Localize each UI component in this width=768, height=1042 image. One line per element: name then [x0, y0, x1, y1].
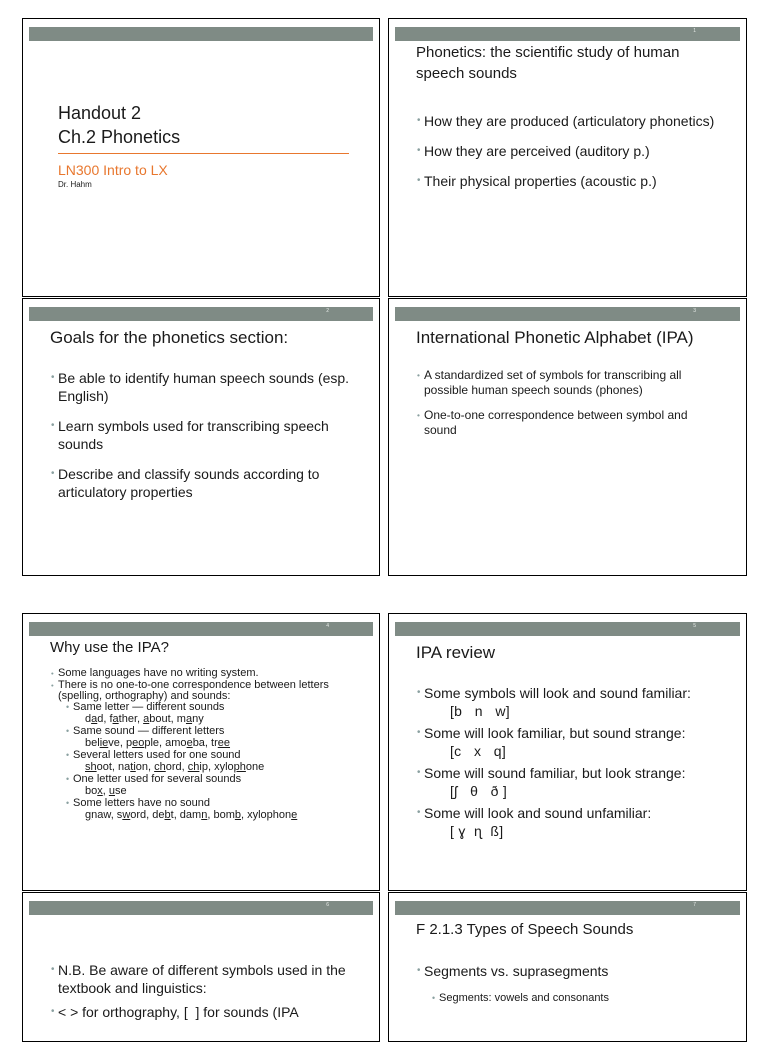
bullet-item — [417, 764, 735, 800]
example-words: believe, people, amoeba, tree — [85, 737, 231, 749]
ipa-symbols: [c x q] — [450, 743, 506, 759]
sub-bullet-item — [66, 702, 369, 726]
example-words: gnaw, sword, debt, damn, bomb, xylophone — [85, 809, 298, 821]
sub-bullet-text: Same sound — different letters — [73, 725, 225, 737]
bullet-item: • How they are perceived (auditory p.) — [417, 142, 717, 160]
slide-why-ipa — [22, 613, 380, 891]
slide-header-bar — [29, 307, 373, 321]
sub-bullet-list — [58, 702, 369, 822]
bullet-text: There is no one-to-one correspondence between letters (spelling, orthography) and sounds: — [58, 679, 329, 702]
slide-header-bar — [395, 27, 740, 41]
bullet-item: • N.B. Be aware of different symbols used in the textbook and linguistics: — [51, 961, 369, 997]
slide-header-bar — [29, 901, 373, 915]
course-subtitle: LN300 Intro to LX — [58, 162, 168, 178]
slide-number: 7 — [693, 902, 696, 908]
ipa-symbols: [ʃ θ ð ] — [450, 783, 508, 799]
bullet-item: • Some languages have no writing system. — [51, 667, 369, 680]
bullet-item — [51, 680, 369, 822]
slide-number: 2 — [326, 308, 329, 314]
title-divider — [58, 153, 349, 154]
bullet-item — [417, 962, 735, 1005]
slide-heading: International Phonetic Alphabet (IPA) — [416, 328, 694, 347]
bullet-item: • Learn symbols used for transcribing speech sounds — [51, 417, 361, 453]
slide-heading: F 2.1.3 Types of Speech Sounds — [416, 921, 634, 938]
slide-number: 4 — [326, 623, 329, 629]
bullet-list — [51, 961, 369, 1033]
sub-bullet-text: One letter used for several sounds — [73, 773, 242, 785]
slide-number: 1 — [693, 28, 696, 34]
slide-heading: Phonetics: the scientific study of human speech sounds — [416, 44, 680, 82]
sub-bullet-text: Several letters used for one sound — [73, 749, 241, 761]
bullet-text: Segments vs. suprasegments — [424, 963, 609, 979]
bullet-item — [417, 804, 735, 840]
slide-header-bar — [29, 622, 373, 636]
slide-ipa-review — [388, 613, 747, 891]
sub-bullet-item: • Segments: vowels and consonants — [432, 992, 735, 1005]
slide-header-bar — [395, 307, 740, 321]
example-words: box, use — [85, 785, 127, 797]
example-words: dad, father, about, many — [85, 713, 204, 725]
slide-ipa-definition — [388, 298, 747, 576]
example-words: shoot, nation, chord, chip, xylophone — [85, 761, 265, 773]
bullet-list — [417, 112, 717, 202]
slide-number: 6 — [326, 902, 329, 908]
bullet-item: • How they are produced (articulatory phonetics) — [417, 112, 717, 130]
chapter-title: Ch.2 Phonetics — [58, 127, 181, 147]
bullet-item — [417, 684, 735, 720]
slide-number: 5 — [693, 623, 696, 629]
bullet-text: Some symbols will look and sound familiar: — [424, 685, 691, 701]
bullet-list — [51, 369, 361, 513]
bullet-list — [417, 368, 722, 451]
sub-bullet-item — [66, 750, 369, 774]
sub-bullet-item — [66, 798, 369, 822]
sub-bullet-item — [66, 726, 369, 750]
slide-header-bar — [395, 622, 740, 636]
slide-heading: IPA review — [416, 643, 496, 662]
slide-goals — [22, 298, 380, 576]
handout-title: Handout 2 — [58, 103, 142, 123]
slide-types-of-speech-sounds — [388, 892, 747, 1042]
bullet-item: • < > for orthography, [ ] for sounds (IPA — [51, 1003, 369, 1021]
ipa-symbols: [ ɣ ɳ ß] — [450, 823, 504, 839]
author-name: Dr. Hahm — [58, 180, 92, 189]
bullet-text: Some will sound familiar, but look strange: — [424, 765, 686, 781]
bullet-text: Some will look familiar, but sound strange: — [424, 725, 686, 741]
sub-bullet-list — [424, 992, 735, 1005]
bullet-text: Some will look and sound unfamiliar: — [424, 805, 652, 821]
slide-heading: Goals for the phonetics section: — [50, 328, 289, 347]
bullet-item — [417, 724, 735, 760]
bullet-item: • A standardized set of symbols for transcribing all possible human speech sounds (phones) — [417, 368, 722, 398]
slide-phonetics-definition — [388, 18, 747, 297]
bullet-list — [417, 962, 735, 1017]
sub-bullet-item — [66, 774, 369, 798]
sub-bullet-text: Some letters have no sound — [73, 797, 210, 809]
slide-header-bar — [395, 901, 740, 915]
slide-number: 3 — [693, 308, 696, 314]
bullet-item: • One-to-one correspondence between symbol and sound — [417, 408, 722, 438]
bullet-list — [417, 684, 735, 852]
sub-bullet-text: Same letter — different sounds — [73, 701, 225, 713]
slide-notation-note — [22, 892, 380, 1042]
ipa-symbols: [b n w] — [450, 703, 510, 719]
bullet-item: • Their physical properties (acoustic p.) — [417, 172, 717, 190]
slide-header-bar — [29, 27, 373, 41]
bullet-item: • Describe and classify sounds according to articulatory properties — [51, 465, 361, 501]
slide-heading: Why use the IPA? — [50, 639, 169, 656]
slide-title — [22, 18, 380, 297]
bullet-list — [51, 667, 369, 822]
bullet-item: • Be able to identify human speech sounds (esp. English) — [51, 369, 361, 405]
